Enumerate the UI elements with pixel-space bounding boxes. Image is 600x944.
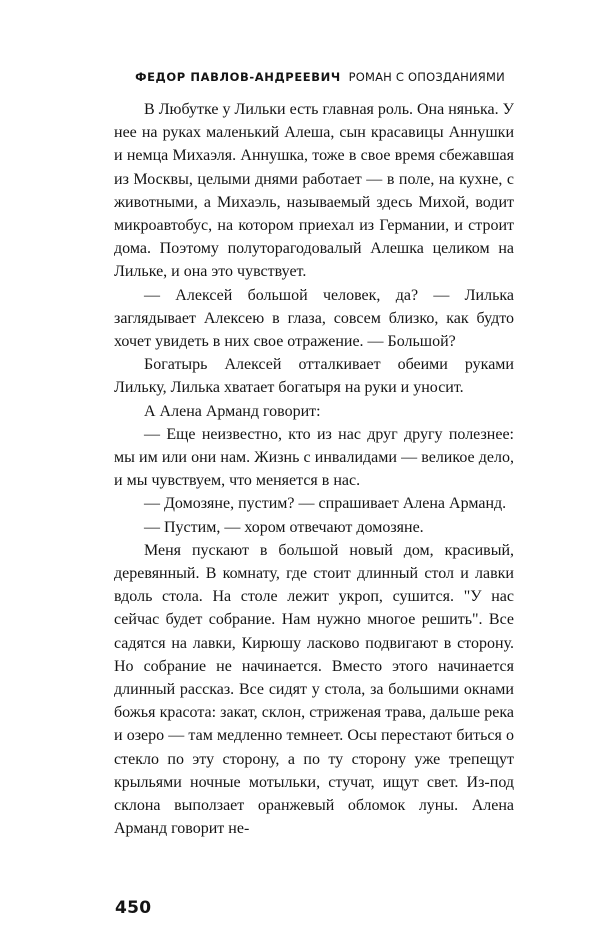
running-head-title: РОМАН С ОПОЗДАНИЯМИ (348, 70, 505, 84)
paragraph: Богатырь Алексей отталкивает обеими руками Лильку, Лилька хватает богатыря на руки и уносит. (114, 356, 514, 397)
paragraph-dialogue: — Алексей большой человек, да? — Лилька заглядывает Алексею в глаза, совсем близко, как будто хочет увидеть в них свое отражение. — Большой? (114, 286, 514, 351)
paragraph-dialogue: — Домозяне, пустим? — спрашивает Алена Арманд. (144, 495, 507, 513)
running-head (110, 70, 530, 84)
paragraph: А Алена Арманд говорит: (144, 402, 321, 420)
running-head-author: ФЕДОР ПАВЛОВ-АНДРЕЕВИЧ (135, 70, 341, 84)
page-number: 450 (115, 898, 152, 918)
paragraph-dialogue: — Пустим, — хором отвечают домозяне. (144, 518, 424, 536)
paragraph: В Любутке у Лильки есть главная роль. Она нянька. У нее на руках маленький Алеша, сын красавицы Аннушки и немца Михаэля. Аннушка, тоже в свое время сбежавшая из Москвы, целыми днями работает — в поле, на кухне, с животными, а Михаэль, называемый здесь Михой, водит микроавтобус, на котором приехал из Германии, и строит дома. Поэтому полуторагодовалый Алешка целиком на Лильке, и она это чувствует. (114, 101, 514, 281)
body-text (114, 98, 514, 841)
paragraph: Меня пускают в большой новый дом, красивый, деревянный. В комнату, где стоит длинный стол и лавки вдоль стола. На столе лежит укроп, сушится. "У нас сейчас будет собрание. Нам нужно многое решить". Все садятся на лавки, Кирюшу ласково подвигают в сторону. Но собрание не начинается. Вместо этого начинается длинный рассказ. Все сидят у стола, за большими окнами божья красота: закат, склон, стриженая трава, дальше река и озеро — там медленно темнеет. Осы перестают биться о стекло по эту сторону, а по ту сторону уже трепещут крыльями ночные мотыльки, стучат, ищут свет. Из-под склона выползает оранжевый обломок луны. Алена Арманд говорит не- (114, 541, 514, 838)
paragraph-dialogue: — Еще неизвестно, кто из нас друг другу полезнее: мы им или они нам. Жизнь с инвалидами — великое дело, и мы чувствуем, что меняется в нас. (114, 425, 514, 490)
